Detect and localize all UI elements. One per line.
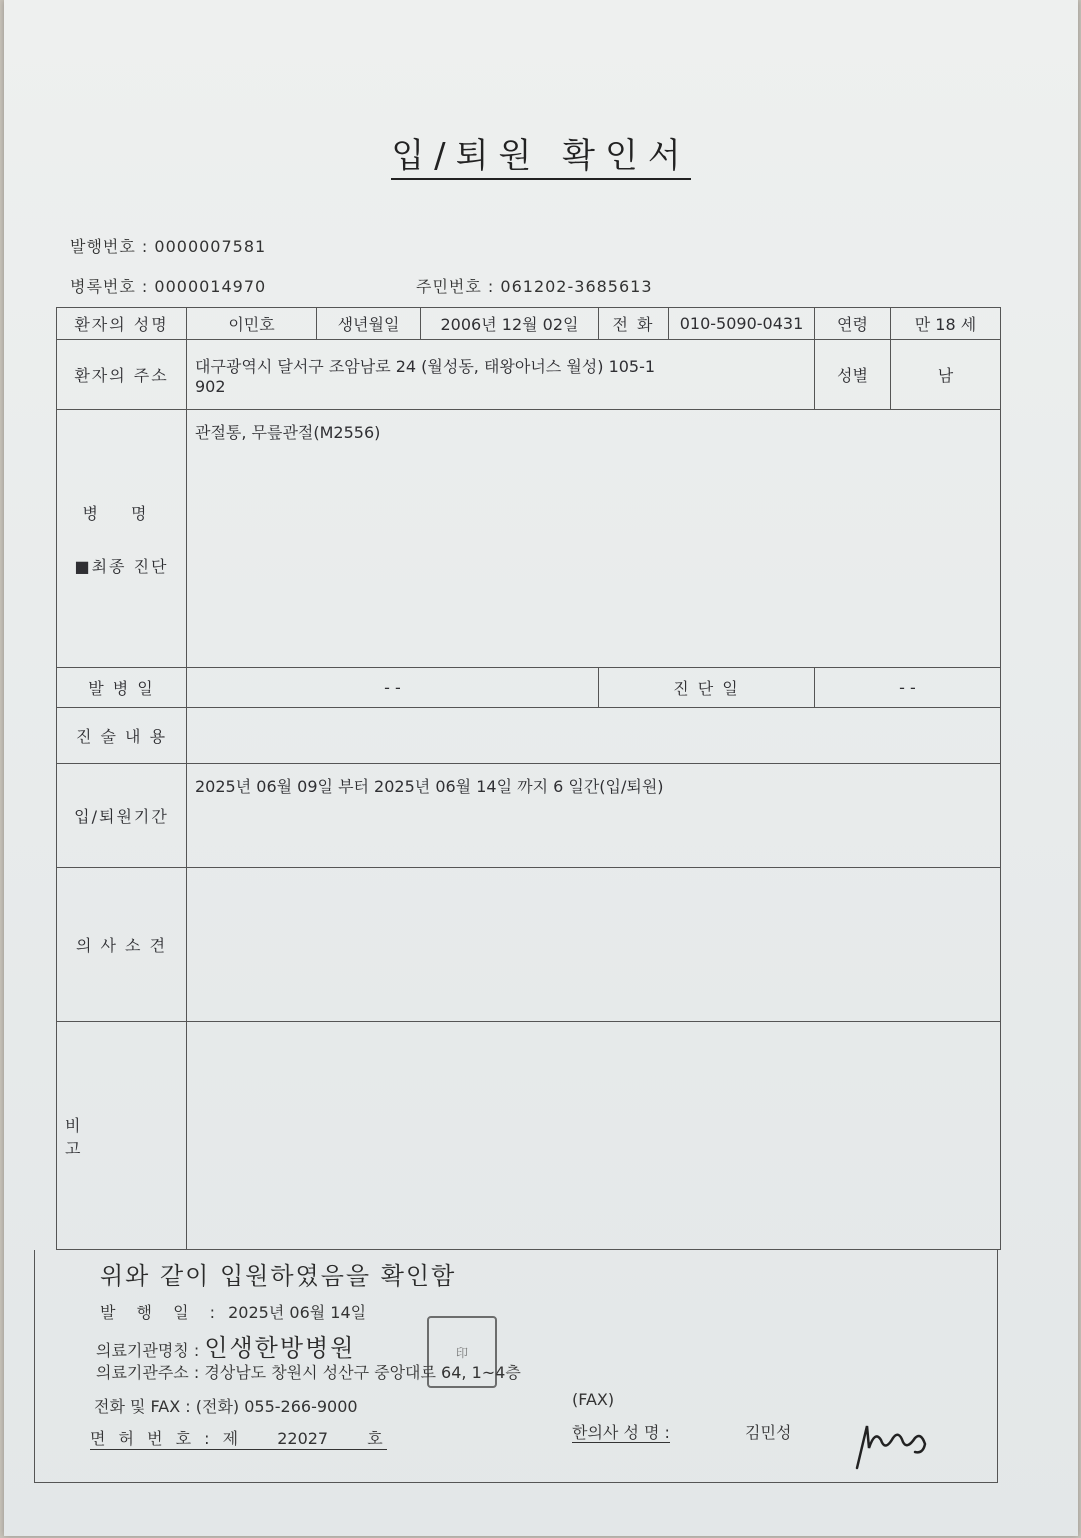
diagnosis-date: - - [815, 668, 1001, 708]
institution-fax: (FAX) [572, 1390, 615, 1409]
doctor-signature-line: 한의사 성 명 : 김민성 [572, 1423, 792, 1442]
admission-form-table [56, 307, 1001, 1250]
age-value: 만 18 세 [891, 308, 1001, 340]
hospital-seal-stamp: 印 [427, 1316, 497, 1388]
remarks-label: 비 고 [57, 1022, 187, 1250]
diagnosis-value: 관절통, 무릎관절(M2556) [187, 410, 1001, 668]
license-number: 면 허 번 호 : 제 22027 호 [90, 1426, 387, 1450]
resident-number: 주민번호 : 061202-3685613 [416, 277, 653, 296]
birth-label: 생년월일 [317, 308, 421, 340]
institution-name: 의료기관명칭 : 인생한방병원 [96, 1334, 356, 1362]
institution-address: 의료기관주소 : 경상남도 창원시 성산구 중앙대로 64, 1~4층 [96, 1363, 521, 1382]
onset-label: 발 병 일 [57, 668, 187, 708]
issue-number: 발행번호 : 0000007581 [70, 237, 267, 256]
patient-name: 이민호 [187, 308, 317, 340]
patient-name-label: 환자의 성명 [57, 308, 187, 340]
phone-label: 전 화 [599, 308, 669, 340]
opinion-label: 의 사 소 견 [57, 868, 187, 1022]
sex-label: 성별 [815, 340, 891, 410]
remarks-value [187, 1022, 1001, 1250]
period-value: 2025년 06월 09일 부터 2025년 06월 14일 까지 6 일간(입/퇴원) [187, 764, 1001, 868]
record-number: 병록번호 : 0000014970 [70, 277, 267, 296]
onset-date: - - [187, 668, 599, 708]
institution-phone: 전화 및 FAX : (전화) 055-266-9000 [94, 1397, 358, 1416]
address-label: 환자의 주소 [57, 340, 187, 410]
sex-value: 남 [891, 340, 1001, 410]
issue-date: 발 행 일 : 2025년 06월 14일 [100, 1303, 367, 1322]
period-label: 입/퇴원기간 [57, 764, 187, 868]
document-paper [4, 0, 1078, 1536]
confirmation-text: 위와 같이 입원하였음을 확인함 [100, 1262, 457, 1290]
age-label: 연령 [815, 308, 891, 340]
statement-label: 진 술 내 용 [57, 708, 187, 764]
statement-value [187, 708, 1001, 764]
birth-date: 2006년 12월 02일 [421, 308, 599, 340]
diagnosis-label: 병 명 ■최종 진단 [57, 410, 187, 668]
phone-number: 010-5090-0431 [669, 308, 815, 340]
doctor-signature [849, 1408, 939, 1478]
opinion-value [187, 868, 1001, 1022]
diagnosis-date-label: 진 단 일 [599, 668, 815, 708]
patient-address: 대구광역시 달서구 조암남로 24 (월성동, 태왕아너스 월성) 105-1 902 [187, 340, 815, 410]
document-title: 입/퇴원 확인서 [4, 128, 1078, 177]
